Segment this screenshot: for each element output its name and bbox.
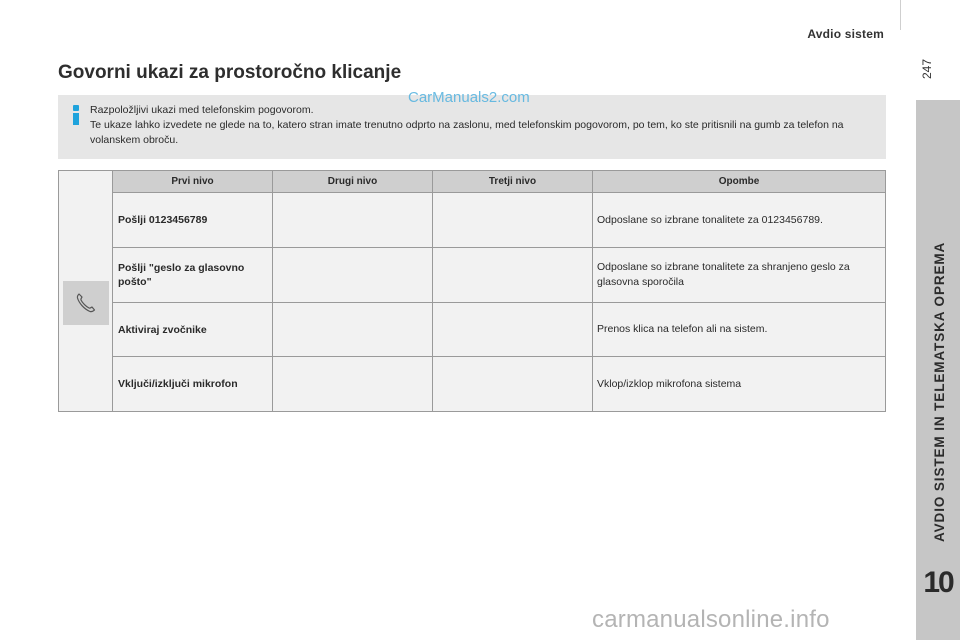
header-second-level: Drugi nivo xyxy=(273,171,433,193)
table-row xyxy=(113,193,885,248)
page-title: Govorni ukazi za prostoročno klicanje xyxy=(58,62,402,83)
chapter-title: AVDIO SISTEM IN TELEMATSKA OPREMA xyxy=(932,241,947,542)
command-third-level xyxy=(433,248,593,302)
phone-icon xyxy=(74,291,98,315)
table-row xyxy=(113,303,885,357)
header-notes: Opombe xyxy=(718,176,760,187)
command-second-level xyxy=(273,248,433,302)
voice-command-table xyxy=(58,170,886,412)
command-first-level: Vključi/izključi mikrofon xyxy=(118,378,238,390)
command-first-level: Aktiviraj zvočnike xyxy=(118,323,207,336)
info-icon xyxy=(70,105,82,125)
command-third-level xyxy=(433,193,593,247)
command-second-level xyxy=(273,357,433,411)
command-second-level xyxy=(273,193,433,247)
section-title: Avdio sistem xyxy=(807,27,884,41)
command-third-level xyxy=(433,303,593,356)
table-row xyxy=(113,248,885,303)
page-number: 247 xyxy=(920,58,934,80)
phone-icon-box xyxy=(63,281,109,325)
command-first-level: Pošlji "geslo za glasovno pošto" xyxy=(118,262,245,288)
info-line-1: Razpoložljivi ukazi med telefonskim pogovorom. xyxy=(90,104,314,116)
phone-category-cell xyxy=(59,171,113,411)
table-header xyxy=(113,171,885,193)
info-text xyxy=(90,103,880,148)
command-note: Odposlane so izbrane tonalitete za shranjeno geslo za glasovna sporočila xyxy=(597,261,850,288)
header-third-level: Tretji nivo xyxy=(433,171,593,193)
header-divider xyxy=(900,0,901,30)
command-note: Odposlane so izbrane tonalitete za 0123456789. xyxy=(597,213,823,226)
header-first-level: Prvi nivo xyxy=(113,171,273,193)
watermark-top: CarManuals2.com xyxy=(408,89,530,106)
command-second-level xyxy=(273,303,433,356)
table-row xyxy=(113,357,885,411)
command-first-level: Pošlji 0123456789 xyxy=(118,214,208,226)
info-line-2: Te ukaze lahko izvedete ne glede na to, katero stran imate trenutno odprto na zaslonu, med telefonskim pogovorom, po tem, ko ste pritisnili na gumb za telefon na volanskem obroču. xyxy=(90,119,844,146)
command-note: Vklop/izklop mikrofona sistema xyxy=(597,377,742,390)
watermark-bottom: carmanualsonline.info xyxy=(592,606,830,633)
chapter-number: 10 xyxy=(923,566,953,599)
command-third-level xyxy=(433,357,593,411)
command-note: Prenos klica na telefon ali na sistem. xyxy=(597,323,768,335)
